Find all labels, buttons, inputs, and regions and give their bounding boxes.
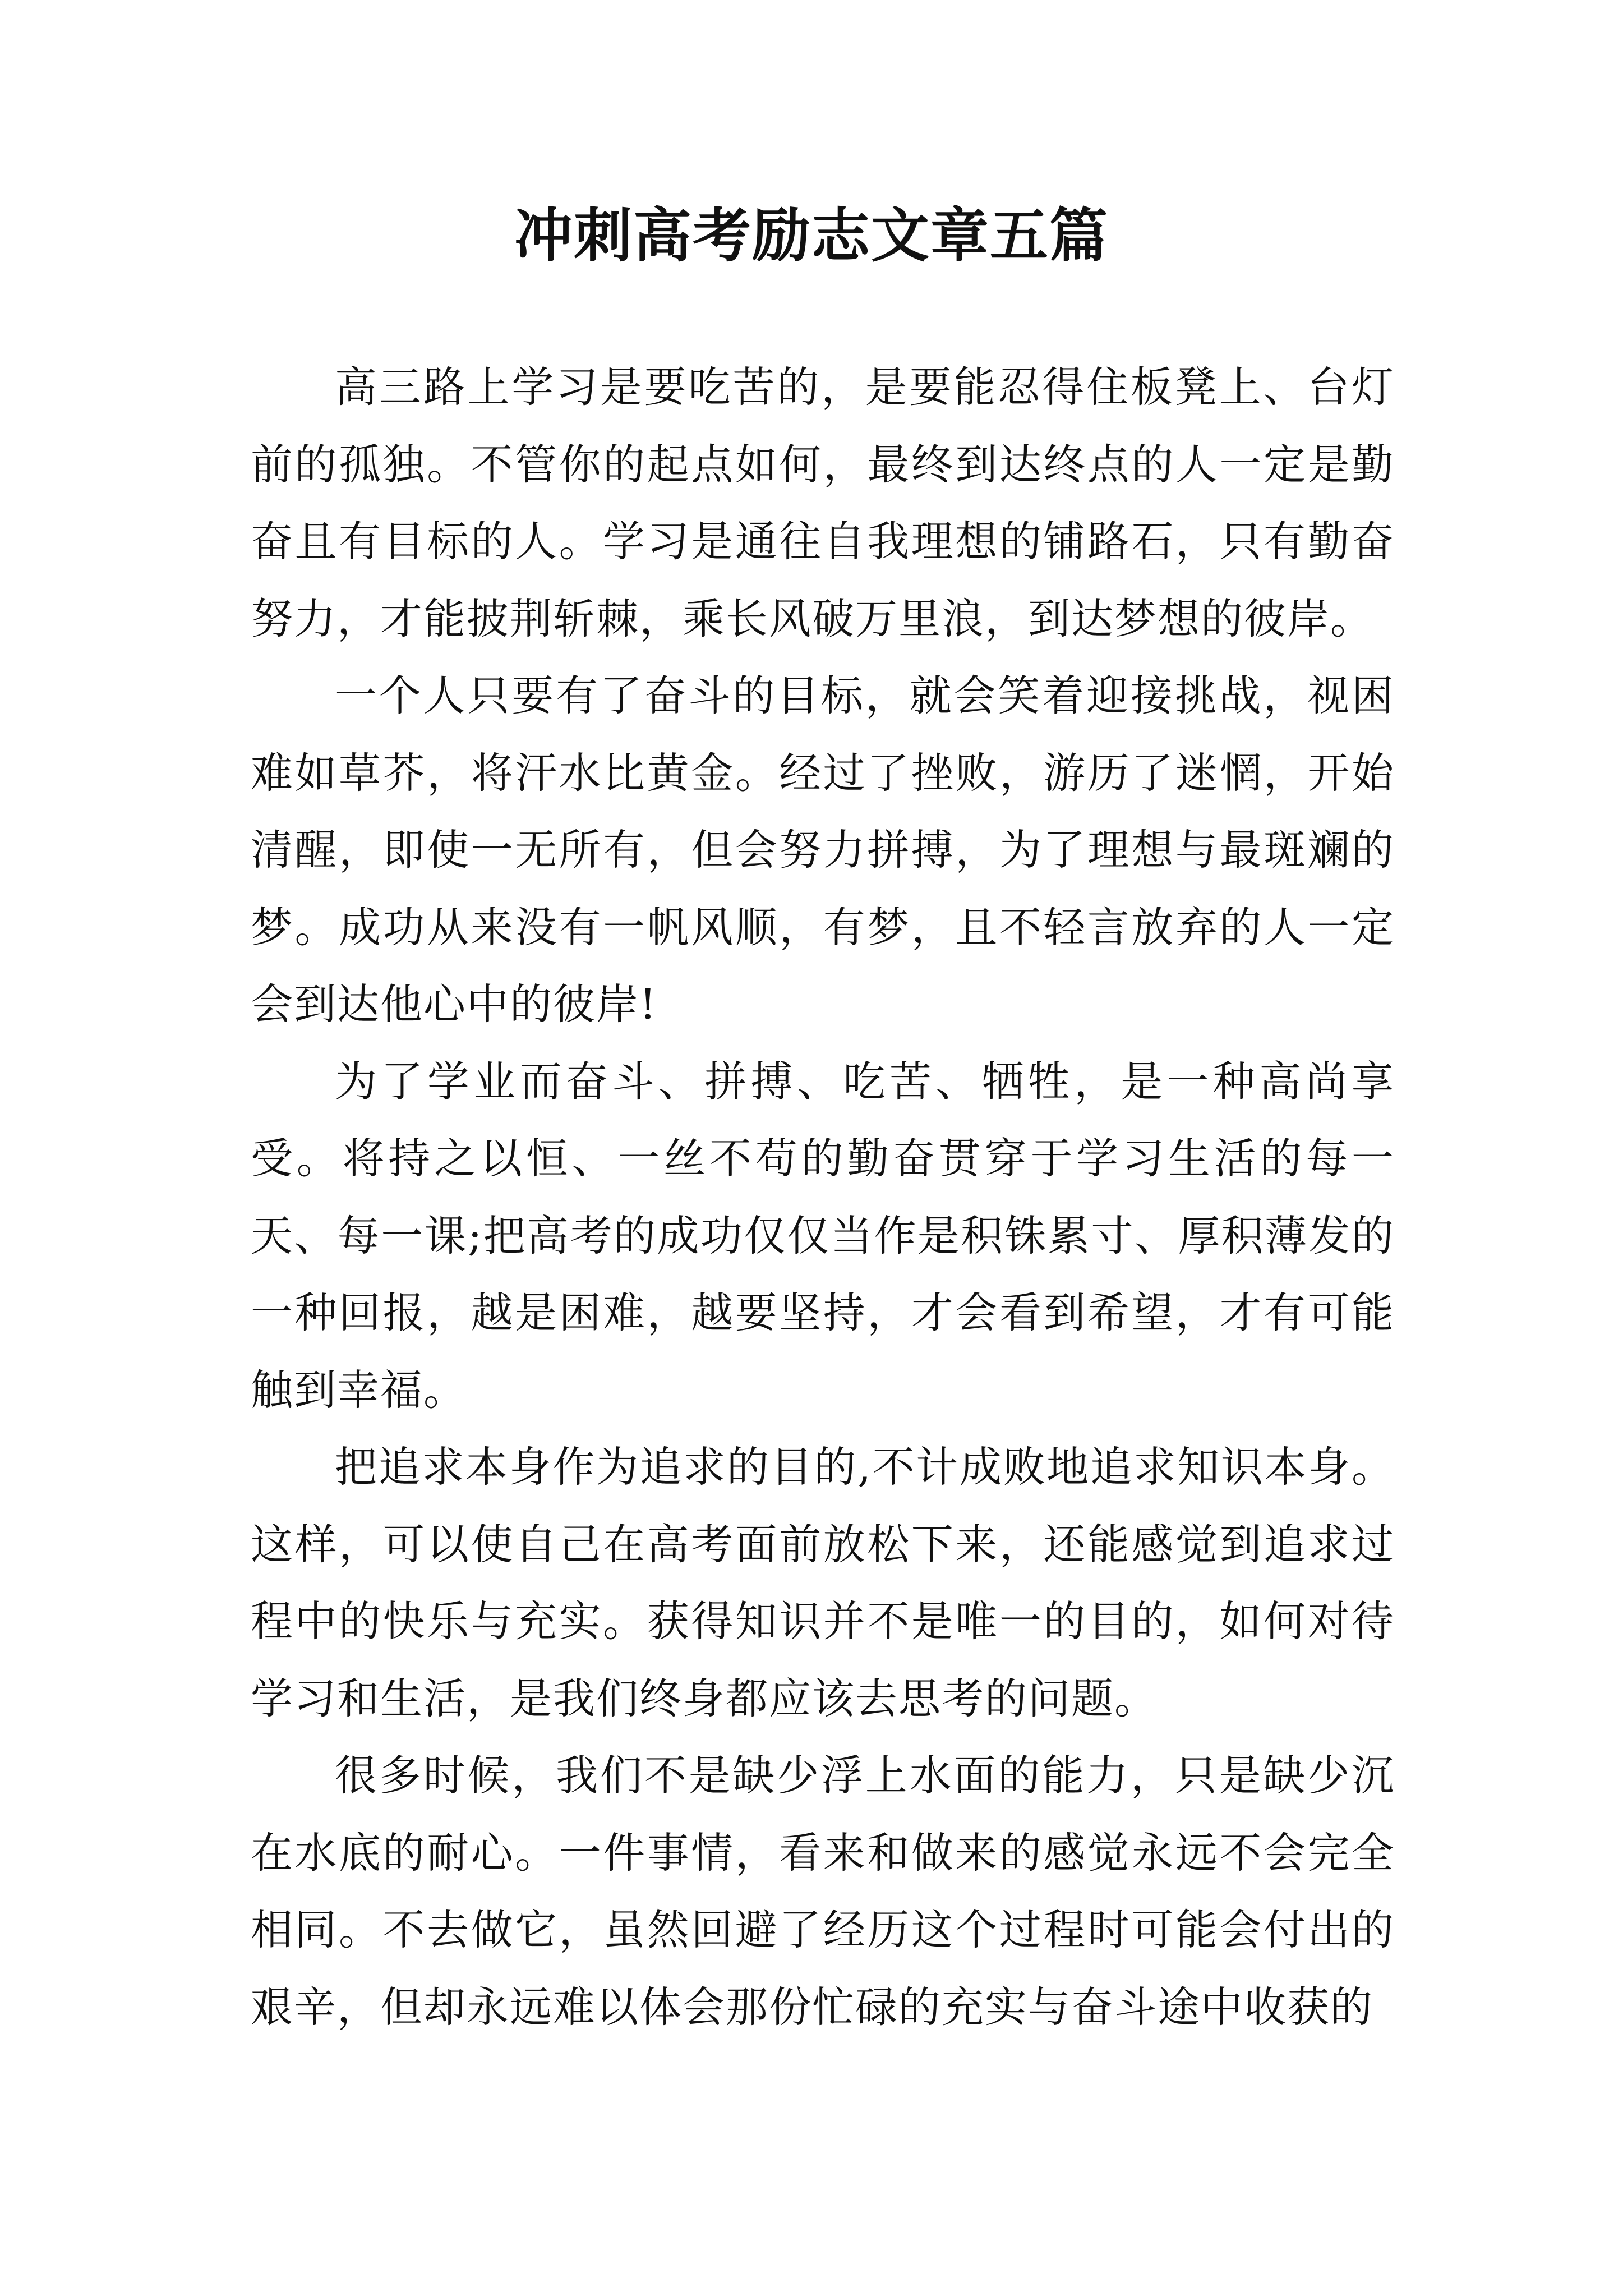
paragraph: 高三路上学习是要吃苦的，是要能忍得住板凳上、台灯前的孤独。不管你的起点如何，最终到达终点的人一定是勤奋且有目标的人。学习是通往自我理想的铺路石，只有勤奋努力，才能披荆斩棘，乘长风破万里浪，到达梦想的彼岸。 [251,362,1395,643]
document-body [251,349,1395,2046]
paragraph: 很多时候，我们不是缺少浮上水面的能力，只是缺少沉在水底的耐心。一件事情，看来和做来的感觉永远不会完全相同。不去做它，虽然回避了经历这个过程时可能会付出的艰辛，但却永远难以体会那份忙碌的充实与奋斗途中收获的 [251,1751,1395,2032]
paragraph: 为了学业而奋斗、拼搏、吃苦、牺牲，是一种高尚享受。将持之以恒、一丝不苟的勤奋贯穿于学习生活的每一天、每一课;把高考的成功仅仅当作是积铢累寸、厚积薄发的一种回报，越是困难，越要坚持，才会看到希望，才有可能触到幸福。 [251,1056,1395,1415]
paragraph: 一个人只要有了奋斗的目标，就会笑着迎接挑战，视困难如草芥，将汗水比黄金。经过了挫败，游历了迷惘，开始清醒，即使一无所有，但会努力拼搏，为了理想与最斑斓的梦。成功从来没有一帆风顺，有梦，且不轻言放弃的人一定会到达他心中的彼岸! [251,671,1395,1029]
paragraph: 把追求本身作为追求的目的,不计成败地追求知识本身。这样，可以使自己在高考面前放松下来，还能感觉到追求过程中的快乐与充实。获得知识并不是唯一的目的，如何对待学习和生活，是我们终身都应该去思考的问题。 [251,1442,1395,1723]
document-title: 冲刺高考励志文章五篇 [514,201,1109,270]
